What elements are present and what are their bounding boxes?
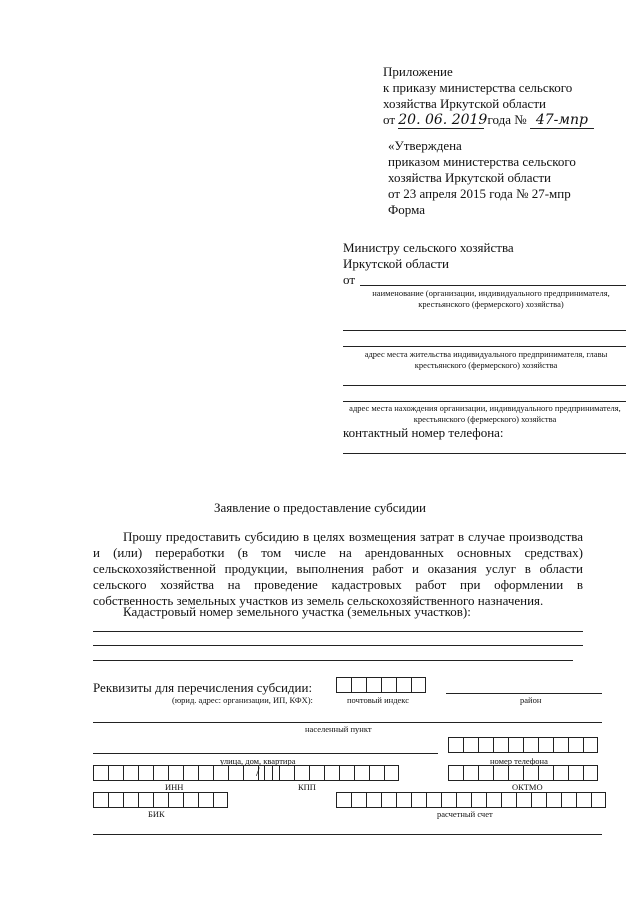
residence-field-line[interactable] xyxy=(343,346,626,347)
name-field-line-2[interactable] xyxy=(343,330,626,331)
settlement-caption: населенный пункт xyxy=(305,724,372,734)
account-boxes[interactable] xyxy=(336,792,606,808)
appendix-block xyxy=(383,64,594,129)
oktmo-caption: ОКТМО xyxy=(512,782,543,792)
settlement-field-line[interactable] xyxy=(93,722,602,723)
appendix-line: хозяйства Иркутской области xyxy=(383,96,546,111)
street-field-line[interactable] xyxy=(93,753,438,754)
inn-boxes[interactable] xyxy=(93,765,273,781)
addressee-line: Министру сельского хозяйства xyxy=(343,240,514,255)
approved-block xyxy=(388,138,576,218)
caption-location: адрес места нахождения организации, индивидуального предпринимателя, крестьянского (фермерского) хозяйства xyxy=(349,403,621,424)
statement-body: Прошу предоставить субсидию в целях возмещения затрат в случае производства и (или) переработки (в том числе на арендованных основных средствах) сельскохозяйственной продукции, выполнения работ и оказания услуг в области сельского хозяйства на проведение кадастровых работ при оформлении в собственность земельных участков из земель сельскохозяйственного назначения. xyxy=(93,529,583,608)
appendix-number: 47-мпр xyxy=(530,112,594,129)
cadastral-line-2[interactable] xyxy=(93,645,583,646)
kpp-caption: КПП xyxy=(298,782,316,792)
name-field-line[interactable] xyxy=(360,285,626,286)
caption-name: наименование (организации, индивидуального предпринимателя, крестьянского (фермерского) хозяйства) xyxy=(372,288,610,309)
oktmo-boxes[interactable] xyxy=(448,765,598,781)
street-caption: улица, дом, квартира xyxy=(220,756,296,766)
account-caption: расчетный счет xyxy=(437,809,493,819)
appendix-title: Приложение xyxy=(383,64,453,79)
statement-title: Заявление о предоставление субсидии xyxy=(214,500,426,515)
inn-caption: ИНН xyxy=(165,782,184,792)
approved-line: от 23 апреля 2015 года № 27-мпр xyxy=(388,186,571,201)
requisites-title: Реквизиты для перечисления субсидии: xyxy=(93,680,313,695)
kpp-boxes[interactable] xyxy=(264,765,399,781)
appendix-date: 20. 06. 2019 xyxy=(398,112,488,128)
addressee-line: Иркутской области xyxy=(343,256,449,271)
form-label: Форма xyxy=(388,202,425,217)
cadastral-line-3[interactable] xyxy=(93,660,573,661)
appendix-year-no: года № xyxy=(487,112,527,127)
district-caption: район xyxy=(520,695,542,705)
inn-kpp-slash: / xyxy=(256,764,260,779)
cadastral-line-1[interactable] xyxy=(93,631,583,632)
postal-index-boxes[interactable] xyxy=(336,677,426,693)
approved-line: приказом министерства сельского xyxy=(388,154,576,169)
phone-boxes[interactable] xyxy=(448,737,598,753)
phone-caption: номер телефона xyxy=(490,756,548,766)
phone-field-line[interactable] xyxy=(343,453,626,454)
bottom-field-line[interactable] xyxy=(93,834,602,835)
appendix-line: к приказу министерства сельского xyxy=(383,80,573,95)
bik-caption: БИК xyxy=(148,809,165,819)
addressee-from: от xyxy=(343,272,356,287)
approved-line: «Утверждена xyxy=(388,138,462,153)
phone-label: контактный номер телефона: xyxy=(343,425,504,440)
appendix-from: от xyxy=(383,112,396,127)
residence-field-line-2[interactable] xyxy=(343,385,626,386)
legal-address-caption: (юрид. адрес: организации, ИП, КФХ): xyxy=(172,695,313,705)
cadastral-label: Кадастровый номер земельного участка (земельных участков): xyxy=(123,604,471,619)
approved-line: хозяйства Иркутской области xyxy=(388,170,551,185)
appendix-date-line xyxy=(383,112,594,129)
caption-residence: адрес места жительства индивидуального предпринимателя, главы крестьянского (фермерского) хозяйства xyxy=(364,349,608,370)
postal-index-caption: почтовый индекс xyxy=(347,695,409,705)
addressee-block xyxy=(343,240,514,288)
bik-boxes[interactable] xyxy=(93,792,228,808)
district-field-line[interactable] xyxy=(446,693,602,694)
location-field-line[interactable] xyxy=(343,401,626,402)
